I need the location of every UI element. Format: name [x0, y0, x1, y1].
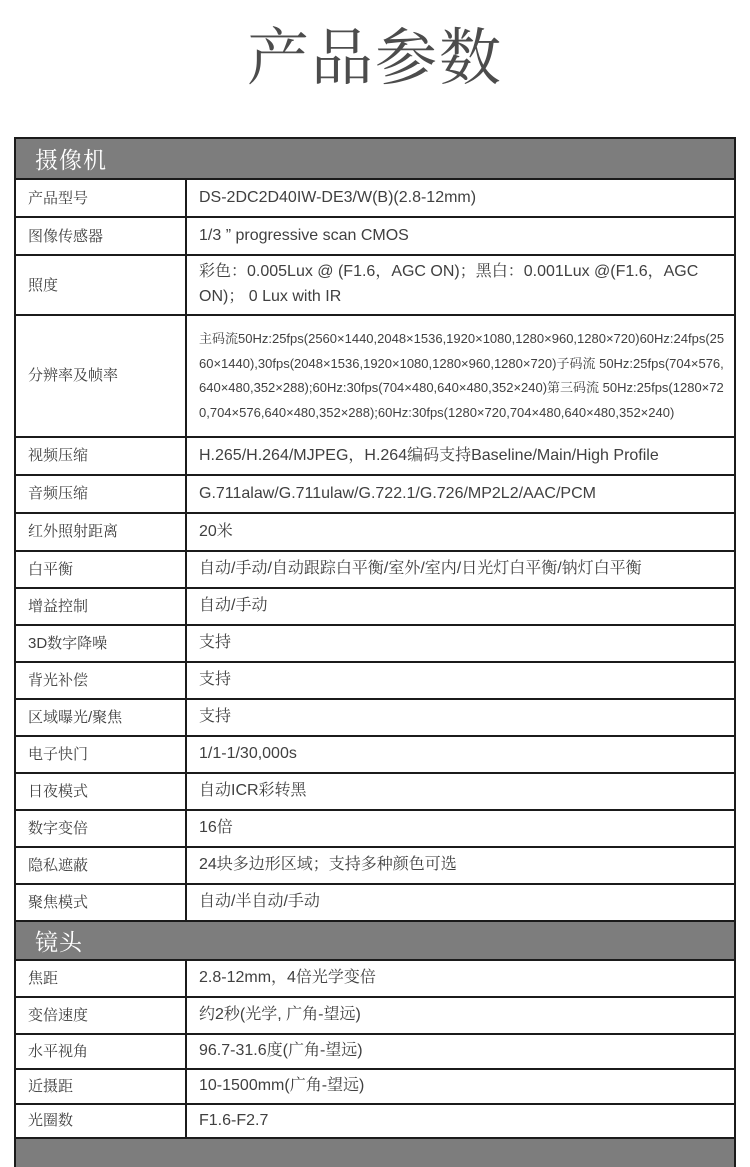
spec-value: 10-1500mm(广角-望远) [199, 1076, 365, 1094]
spec-label: 光圈数 [16, 1105, 187, 1138]
table-row [16, 735, 734, 772]
spec-label: 近摄距 [16, 1070, 187, 1103]
section-header [16, 920, 734, 959]
table-row [16, 883, 734, 920]
spec-label: 电子快门 [16, 737, 187, 772]
section-title: 摄像机 [35, 147, 107, 174]
spec-section [16, 139, 734, 920]
spec-section [16, 920, 734, 1137]
table-row [16, 474, 734, 512]
section-title: 镜头 [35, 929, 83, 956]
spec-value: 96.7-31.6度(广角-望远) [199, 1042, 363, 1060]
spec-value: DS-2DC2D40IW-DE3/W(B)(2.8-12mm) [199, 189, 477, 207]
spec-value: 1/1-1/30,000s [199, 745, 297, 763]
spec-label: 产品型号 [16, 180, 187, 216]
table-row [16, 996, 734, 1033]
table-row [16, 624, 734, 661]
spec-label: 隐私遮蔽 [16, 848, 187, 883]
spec-value: 16倍 [199, 819, 233, 837]
spec-label: 视频压缩 [16, 438, 187, 474]
spec-label: 焦距 [16, 961, 187, 996]
spec-label: 日夜模式 [16, 774, 187, 809]
spec-label: 分辨率及帧率 [16, 316, 187, 436]
spec-section [16, 1137, 734, 1167]
spec-value: 支持 [199, 634, 232, 652]
table-row [16, 772, 734, 809]
spec-value: 彩色：0.005Lux @ (F1.6，AGC ON)；黑白：0.001Lux @(F1.6，AGC ON)； 0 Lux with IR [199, 263, 699, 306]
spec-label: 变倍速度 [16, 998, 187, 1033]
table-row [16, 1068, 734, 1103]
spec-label: 图像传感器 [16, 218, 187, 254]
table-row [16, 1033, 734, 1068]
spec-label: 照度 [16, 256, 187, 314]
table-row [16, 512, 734, 550]
spec-label: 数字变倍 [16, 811, 187, 846]
table-row [16, 216, 734, 254]
table-row [16, 959, 734, 996]
table-row [16, 1103, 734, 1138]
spec-label: 音频压缩 [16, 476, 187, 512]
table-row [16, 698, 734, 735]
spec-value: G.711alaw/G.711ulaw/G.722.1/G.726/MP2L2/AAC/PCM [199, 484, 596, 502]
table-row [16, 436, 734, 474]
spec-label: 增益控制 [16, 589, 187, 624]
spec-value: H.265/H.264/MJPEG，H.264编码支持Baseline/Main/High Profile [199, 446, 659, 464]
table-row [16, 314, 734, 436]
spec-value: 自动ICR彩转黑 [199, 782, 307, 800]
spec-value: 支持 [199, 671, 232, 689]
spec-value: 1/3 ” progressive scan CMOS [199, 227, 409, 245]
spec-table [14, 137, 736, 1167]
spec-label: 水平视角 [16, 1035, 187, 1068]
page-title: 产品参数 [246, 24, 503, 93]
spec-label: 背光补偿 [16, 663, 187, 698]
section-rows [16, 178, 734, 920]
table-row [16, 846, 734, 883]
table-row [16, 550, 734, 587]
spec-value: 20米 [199, 522, 233, 540]
spec-value: F1.6-F2.7 [199, 1111, 269, 1129]
spec-label: 红外照射距离 [16, 514, 187, 550]
spec-value: 自动/手动 [199, 597, 268, 615]
spec-value: 自动/手动/自动跟踪白平衡/室外/室内/日光灯白平衡/钠灯白平衡 [199, 560, 642, 578]
table-row [16, 178, 734, 216]
spec-value: 自动/半自动/手动 [199, 893, 320, 911]
section-header [16, 1137, 734, 1167]
section-rows [16, 959, 734, 1137]
spec-label: 白平衡 [16, 552, 187, 587]
table-row [16, 809, 734, 846]
spec-label: 3D数字降噪 [16, 626, 187, 661]
spec-value: 支持 [199, 708, 232, 726]
spec-label: 区域曝光/聚焦 [16, 700, 187, 735]
table-row [16, 254, 734, 314]
spec-label: 聚焦模式 [16, 885, 187, 920]
table-row [16, 587, 734, 624]
spec-value: 24块多边形区域；支持多种颜色可选 [199, 856, 457, 874]
spec-value: 2.8-12mm，4倍光学变倍 [199, 969, 376, 987]
table-row [16, 661, 734, 698]
spec-value: 约2秒(光学, 广角-望远) [199, 1006, 361, 1024]
spec-value: 主码流50Hz:25fps(2560×1440,2048×1536,1920×1080,1280×960,1280×720)60Hz:24fps(2560×1440),30fps(2048×1536,1920×1080,1280×960,1280×720)子码流 50Hz:25fps(704×576,640×480,352×288);60Hz:30fps(704×480,640×480,352×240)第三码流 50Hz:25fps(1280×720,704×576,640×480,352×288);60Hz:30fps(1280×720,704×480,640×480,352×240) [199, 331, 725, 420]
section-header [16, 139, 734, 178]
